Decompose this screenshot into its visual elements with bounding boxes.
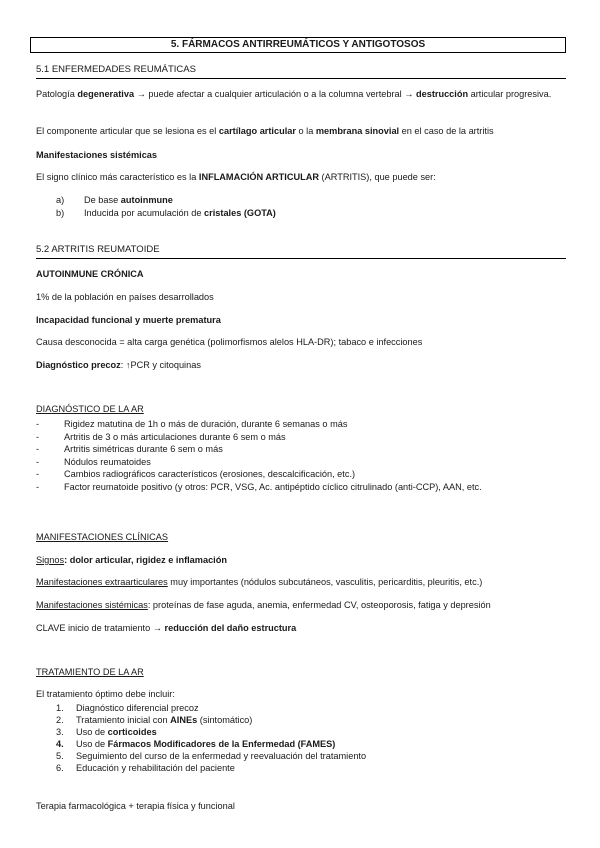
heading-manifestaciones-clinicas: MANIFESTACIONES CLÍNICAS bbox=[36, 532, 169, 542]
section-heading-enfermedades: 5.1 ENFERMEDADES REUMÁTICAS bbox=[36, 64, 566, 79]
paragraph-componente: El componente articular que se lesiona es el cartílago articular o la membrana sinovial en el caso de la artritis bbox=[36, 126, 494, 136]
paragraph-incapacidad: Incapacidad funcional y muerte prematura bbox=[36, 315, 221, 325]
paragraph-extraarticulares: Manifestaciones extraarticulares muy importantes (nódulos subcutáneos, vasculitis, pericarditis, pleuritis, etc.) bbox=[36, 577, 483, 587]
paragraph-sistemicas: Manifestaciones sistémicas: proteínas de fase aguda, anemia, enfermedad CV, osteoporosis, fatiga y depresión bbox=[36, 600, 491, 610]
paragraph-signos: Signos: dolor articular, rigidez e inflamación bbox=[36, 555, 227, 565]
paragraph-causa: Causa desconocida = alta carga genética (polimorfismos alelos HLA-DR); tabaco e infecciones bbox=[36, 337, 423, 347]
page-title: 5. FÁRMACOS ANTIRREUMÁTICOS Y ANTIGOTOSOS bbox=[30, 37, 566, 53]
subheading-manifestaciones: Manifestaciones sistémicas bbox=[36, 150, 158, 160]
paragraph-prevalencia: 1% de la población en países desarrollados bbox=[36, 292, 214, 302]
heading-tratamiento: TRATAMIENTO DE LA AR bbox=[36, 667, 144, 677]
paragraph-patologia: Patología degenerativa → puede afectar a cualquier articulación o a la columna vertebral → destrucción articular progresiva. bbox=[36, 89, 552, 99]
heading-diagnostico: DIAGNÓSTICO DE LA AR bbox=[36, 404, 144, 414]
paragraph-autoinmune: AUTOINMUNE CRÓNICA bbox=[36, 269, 144, 279]
paragraph-diagnostico-precoz: Diagnóstico precoz: ↑PCR y citoquinas bbox=[36, 360, 201, 370]
section-heading-artritis: 5.2 ARTRITIS REUMATOIDE bbox=[36, 244, 566, 259]
paragraph-clave: CLAVE inicio de tratamiento → reducción del daño estructura bbox=[36, 623, 297, 633]
paragraph-signo: El signo clínico más característico es la INFLAMACIÓN ARTICULAR (ARTRITIS), que puede ser: bbox=[36, 172, 436, 182]
paragraph-tratamiento-intro: El tratamiento óptimo debe incluir: bbox=[36, 689, 175, 699]
paragraph-terapia: Terapia farmacológica + terapia física y funcional bbox=[36, 801, 235, 811]
document-page: 5. FÁRMACOS ANTIRREUMÁTICOS Y ANTIGOTOSOS 5.1 ENFERMEDADES REUMÁTICAS Patología degenerativa → puede afectar a cualquier articulación o a la columna vertebral → destrucción articular progresiva. El componente articular que se lesiona es el cartílago articular o la membrana sinovial en el caso de la artritis Manifestaciones sistémicas El signo clínico más característico es la INFLAMACIÓN ARTICULAR (ARTRITIS), que puede ser: a) De base autoinmune b) Inducida por acumulación de cristales (GOTA) 5.2 ARTRITIS REUMATOIDE AUTOINMUNE CRÓNICA 1% de la población en países desarrollados Incapacidad funcional y muerte prematura Causa desconocida = alta carga genética (polimorfismos alelos HLA-DR); tabaco e infecciones Diagnóstico precoz: ↑PCR y citoquinas DIAGNÓSTICO DE LA AR - Rigidez matutina de 1h o más de duración, durante 6 semanas o más - Artritis de 3 o más articulaciones durante 6 sem o más - Artritis simétricas durante 6 sem o más - Nódulos reumatoides - Cambios radiográficos característicos (erosiones, descalcificación, etc.) - Factor reumatoide positivo (y otros: PCR, VSG, Ac. antipéptido cíclico citrulinado (anti-CCP), AAN, etc. MANIFESTACIONES CLÍNICAS Signos: dolor articular, rigidez e inflamación Manifestaciones extraarticulares muy importantes (nódulos subcutáneos, vasculitis, pericarditis, pleuritis, etc.) Manifestaciones sistémicas: proteínas de fase aguda, anemia, enfermedad CV, osteoporosis, fatiga y depresión CLAVE inicio de tratamiento → reducción del daño estructura TRATAMIENTO DE LA AR El tratamiento óptimo debe incluir: 1. Diagnóstico diferencial precoz 2. Tratamiento inicial con AINEs (sintomático) 3. Uso de corticoides 4. Uso de Fármacos Modificadores de la Enfermedad (FAMES) 5. Seguimiento del curso de la enfermedad y reevaluación del tratamiento 6. Educación y rehabilitación del paciente Terapia farmacológica + terapia física y funcional bbox=[0, 0, 600, 848]
